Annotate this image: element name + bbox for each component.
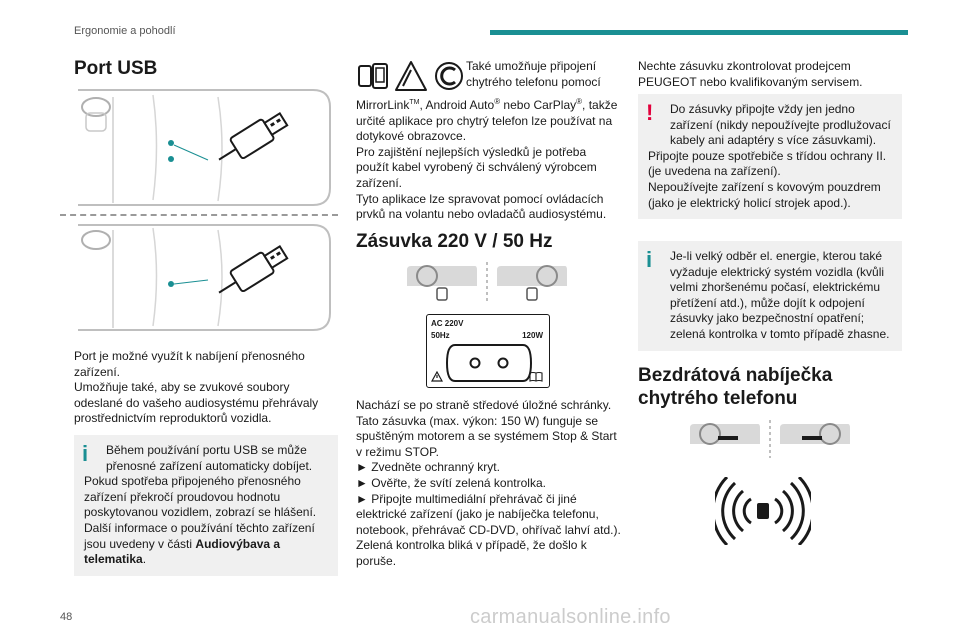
info-note-text: Je-li velký odběr el. energie, kterou také vyžaduje elektrický systém vozidla (kvůli velmi zhoršenému počasí, elektrickému přetížení atd.), může dojít k odpojení zásuvky jako bezpečnostní opatření; zelená kontrolka v tomto případě zhasne. xyxy=(670,249,890,341)
mirroring-controls: Tyto aplikace lze spravovat pomocí ovládacích prvků na volantu nebo ovladačů audiosystému. xyxy=(356,191,607,222)
socket-voltage-label: AC 220V xyxy=(431,319,464,328)
wireless-charging-icon xyxy=(715,477,811,545)
usb-car-illustration-bottom xyxy=(58,220,338,335)
wireless-charger-title: Bezdrátová nabíječka chytrého telefonu xyxy=(638,365,833,409)
socket-title: Zásuvka 220 V / 50 Hz xyxy=(356,231,553,252)
mirroring-cable: Pro zajištění nejlepších výsledků je potřeba použít kabel vyrobený či schválený výrobcem zařízení. xyxy=(356,144,597,190)
socket-operation: Tato zásuvka (max. výkon: 150 W) funguje se spuštěným motorem a se systémem Stop & Start v režimu STOP. xyxy=(356,413,617,459)
book-icon xyxy=(529,371,543,382)
section-header: Ergonomie a pohodlí xyxy=(74,25,176,37)
mirroring-text xyxy=(356,94,621,223)
mirrorlink-icon xyxy=(359,64,387,88)
warn-line-2: Připojte pouze spotřebiče s třídou ochrany II. (je uvedena na zařízení). xyxy=(648,148,887,179)
carplay-icon xyxy=(436,63,462,89)
registered-mark-2: ® xyxy=(576,97,583,106)
illustration-divider xyxy=(60,214,338,216)
wireless-location-illustration xyxy=(688,420,853,460)
socket-location: Nachází se po straně středové úložné schránky. xyxy=(356,398,612,412)
socket-power-label: 120W xyxy=(522,331,543,340)
warning-icon: ! xyxy=(646,100,654,125)
usb-note-period: . xyxy=(142,552,147,567)
socket-diagram xyxy=(426,314,550,388)
socket-frequency-label: 50Hz xyxy=(431,331,450,340)
socket-step-3: ► Připojte multimediální přehrávač či jiné elektrické zařízení (jako je nabíječka telefonu, notebook, přehrávač CD-DVD, ohřívač lahví atd.). xyxy=(356,491,621,537)
mirroring-intro: Také umožňuje připojení chytrého telefonu pomocí xyxy=(466,59,601,89)
dealer-check: Nechte zásuvku zkontrolovat prodejcem PEUGEOT nebo kvalifikovaným servisem. xyxy=(638,59,863,89)
usb-description xyxy=(74,349,336,427)
socket-step-2: ► Ověřte, že svítí zelená kontrolka. xyxy=(356,475,546,490)
mirroring-apps-rest: , takže určité aplikace pro chytrý telefon lze používat na dotykové obrazovce. xyxy=(356,98,618,144)
registered-mark-1: ® xyxy=(494,97,501,106)
usb-paragraph-2: Umožňuje také, aby se zvukové soubory odeslané do vašeho audiosystému přehrávaly prostřednictvím reproduktorů vozidla. xyxy=(74,380,319,426)
usb-note-line-1: Během používání portu USB se může přenosné zařízení automaticky dobíjet. xyxy=(106,443,313,473)
usb-note-line-2: Pokud spotřeba připojeného přenosného zařízení překročí proudovou hodnotu poskytovanou vozidlem, zobrazí se hlášení. xyxy=(84,474,317,520)
usb-info-note xyxy=(74,435,338,576)
usb-car-illustration-top xyxy=(58,85,338,210)
socket-warning-note xyxy=(638,94,902,219)
socket-info-note xyxy=(638,241,902,351)
info-icon: i xyxy=(82,441,89,466)
socket-instructions xyxy=(356,398,626,570)
usb-title: Port USB xyxy=(74,58,158,79)
mirrorlink-label: MirrorLink xyxy=(356,98,410,112)
mirroring-apps xyxy=(356,94,621,145)
usb-note-reference: Audiovýbava a telematika xyxy=(84,536,281,567)
info-icon: i xyxy=(646,247,653,272)
usb-note-line-3 xyxy=(84,521,328,568)
socket-fault: Zelená kontrolka bliká v případě, že došlo k poruše. xyxy=(356,538,587,568)
page-number: 48 xyxy=(60,611,73,623)
header-accent-bar xyxy=(490,30,908,35)
mirroring-icons xyxy=(356,60,466,92)
socket-outlet-icon xyxy=(445,343,533,383)
android-auto-label: , Android Auto xyxy=(419,98,495,112)
socket-step-1: ► Zvedněte ochranný kryt. xyxy=(356,460,500,475)
warning-triangle-icon xyxy=(431,371,443,382)
warn-line-3: Nepoužívejte zařízení s kovovým pouzdrem (jako je elektrický holicí strojek apod.). xyxy=(648,179,881,210)
usb-note-line-3-text: Další informace o používání těchto zařízení jsou uvedeny v části xyxy=(84,520,315,551)
socket-location-illustration xyxy=(405,262,570,306)
usb-paragraph-1: Port je možné využít k nabíjení přenosného zařízení. xyxy=(74,349,305,379)
watermark: carmanualsonline.info xyxy=(470,606,671,628)
carplay-label: nebo CarPlay xyxy=(500,98,577,112)
android-auto-icon xyxy=(396,62,426,90)
warn-line-1: Do zásuvky připojte vždy jen jedno zařízení (nikdy nepoužívejte prodlužovací kabely ani adaptéry s více zásuvkami). xyxy=(670,102,891,148)
trademark-mark: TM xyxy=(409,99,420,106)
